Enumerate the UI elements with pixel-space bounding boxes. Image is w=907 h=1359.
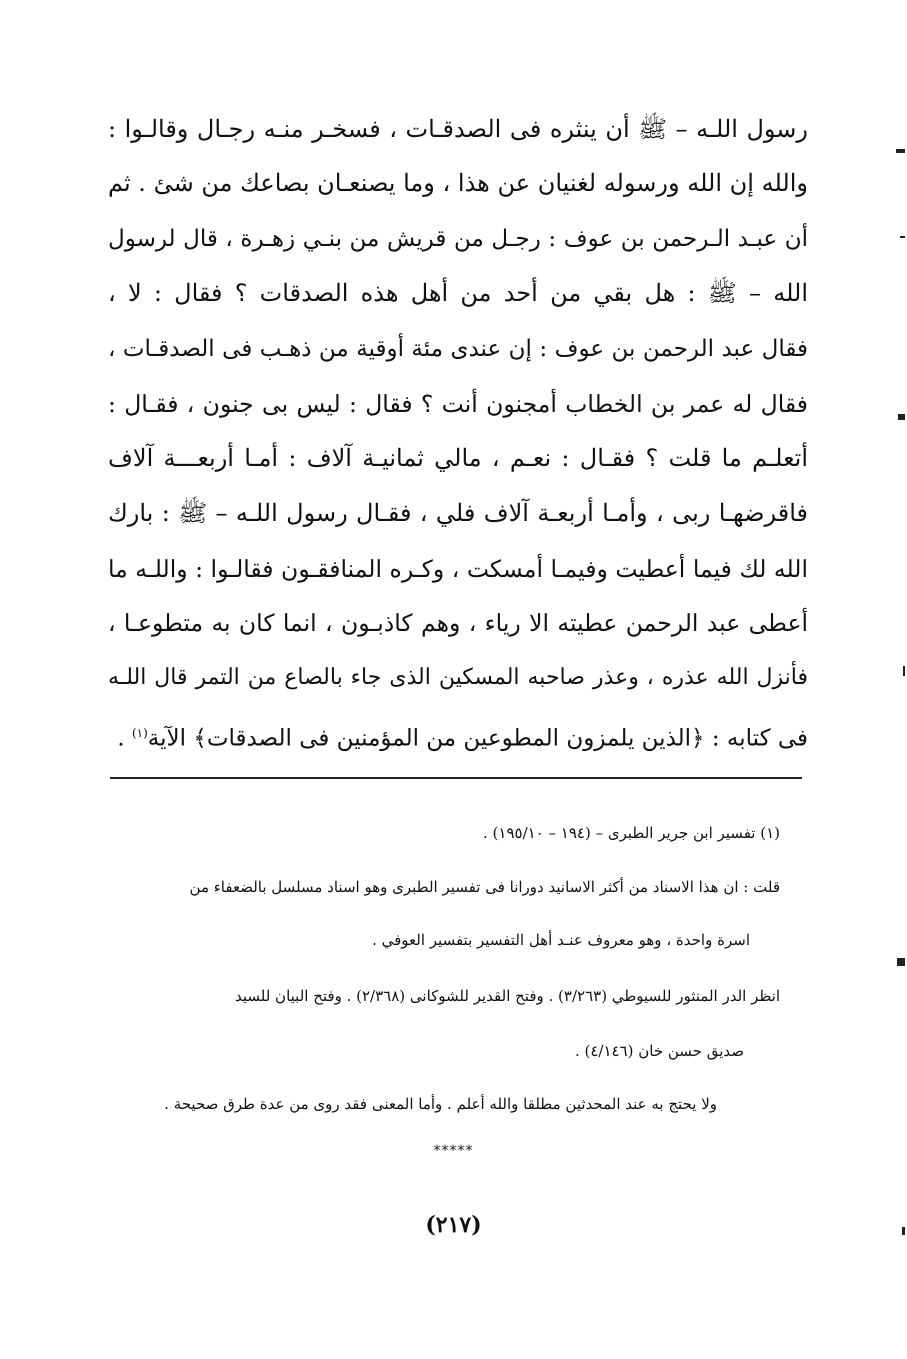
footnote-divider — [110, 777, 802, 779]
text-line: فقال عبد الرحمن بن عوف : إن عندى مئة أوقية من ذهـب فى الصدقـات ، — [108, 336, 808, 362]
text-line: فأنزل الله عذره ، وعذر صاحبه المسكين الذى جاء بالصاع من التمر قال اللـه — [108, 665, 808, 690]
footnote-refs-line: انظر الدر المنثور للسيوطي (٣/٢٦٣) . وفتح القدير للشوكانى (٢/٣٦٨) . وفتح البيان للسيد — [234, 987, 780, 1005]
footnote-note: ولا يحتج به عند المحدثين مطلقا والله أعلم . وأما المعنى فقد روى من عدة طرق صحيحة . — [164, 1095, 717, 1113]
footnote-ref: (١) — [131, 726, 148, 740]
footnote-comment-line: اسرة واحدة ، وهو معروف عنـد أهل التفسير بتفسير العوفي . — [372, 931, 750, 949]
text-line: والله إن الله ورسوله لغنيان عن هذا ، وما يصنعـان بصاعك من شئ . ثم — [108, 169, 808, 197]
page-number: (٢١٧) — [425, 1212, 482, 1238]
footnote-1: (١) تفسير ابن جرير الطبرى – (١٩٤ – ١٩٥/١٠) . — [483, 824, 780, 842]
scan-edge-mark — [898, 414, 905, 420]
scan-edge-mark — [897, 958, 905, 966]
separator-stars: ***** — [433, 1143, 474, 1159]
text-line: أعطى عبد الرحمن عطيته الا رياء ، وهم كاذبـون ، انما كان به متطوعـا ، — [108, 609, 808, 637]
text-line: الله – ﷺ : هل بقي من أحد من أهل هذه الصدقات ؟ فقال : لا ، — [108, 279, 808, 307]
scan-edge-mark — [900, 236, 905, 238]
text-line: رسول اللـه – ﷺ أن ينثره فى الصدقـات ، فسخـر منـه رجـال وقالـوا : — [108, 115, 808, 143]
text-line: الله لك فيما أعطيت وفيمـا أمسكت ، وكـره المنافقـون فقالـوا : واللـه ما — [108, 555, 808, 583]
text-line: أن عبـد الـرحمن بن عوف : رجـل من قريش من بنـي زهـرة ، قال لرسول — [108, 226, 808, 252]
scan-edge-mark — [903, 666, 905, 676]
quran-citation: فى كتابه : ﴿الذين يلمزون المطوعين من المؤمنين فى الصدقات﴾ الآية — [147, 725, 808, 752]
text-line: فاقرضهـا ربى ، وأمـا أربعـة آلاف فلي ، فقـال رسول اللـه – ﷺ : بارك — [108, 499, 808, 527]
text-line: فقال له عمر بن الخطاب أمجنون أنت ؟ فقال : ليس بى جنون ، فقـال : — [108, 390, 808, 418]
line-end: . — [117, 725, 132, 752]
scan-edge-mark — [902, 1227, 905, 1235]
footnote-comment-line: قلت : ان هذا الاسناد من أكثر الاسانيد دورانا فى تفسير الطبرى وهو اسناد مسلسل بالضعفاء من — [189, 878, 780, 896]
footnote-refs-line: صديق حسن خان (٤/١٤٦) . — [574, 1042, 744, 1060]
text-line-last — [108, 718, 808, 754]
text-line: أتعلـم ما قلت ؟ فقـال : نعـم ، مالي ثمانيـة آلاف : أمـا أربعـــة آلاف — [108, 444, 808, 472]
scan-edge-mark — [896, 149, 905, 153]
